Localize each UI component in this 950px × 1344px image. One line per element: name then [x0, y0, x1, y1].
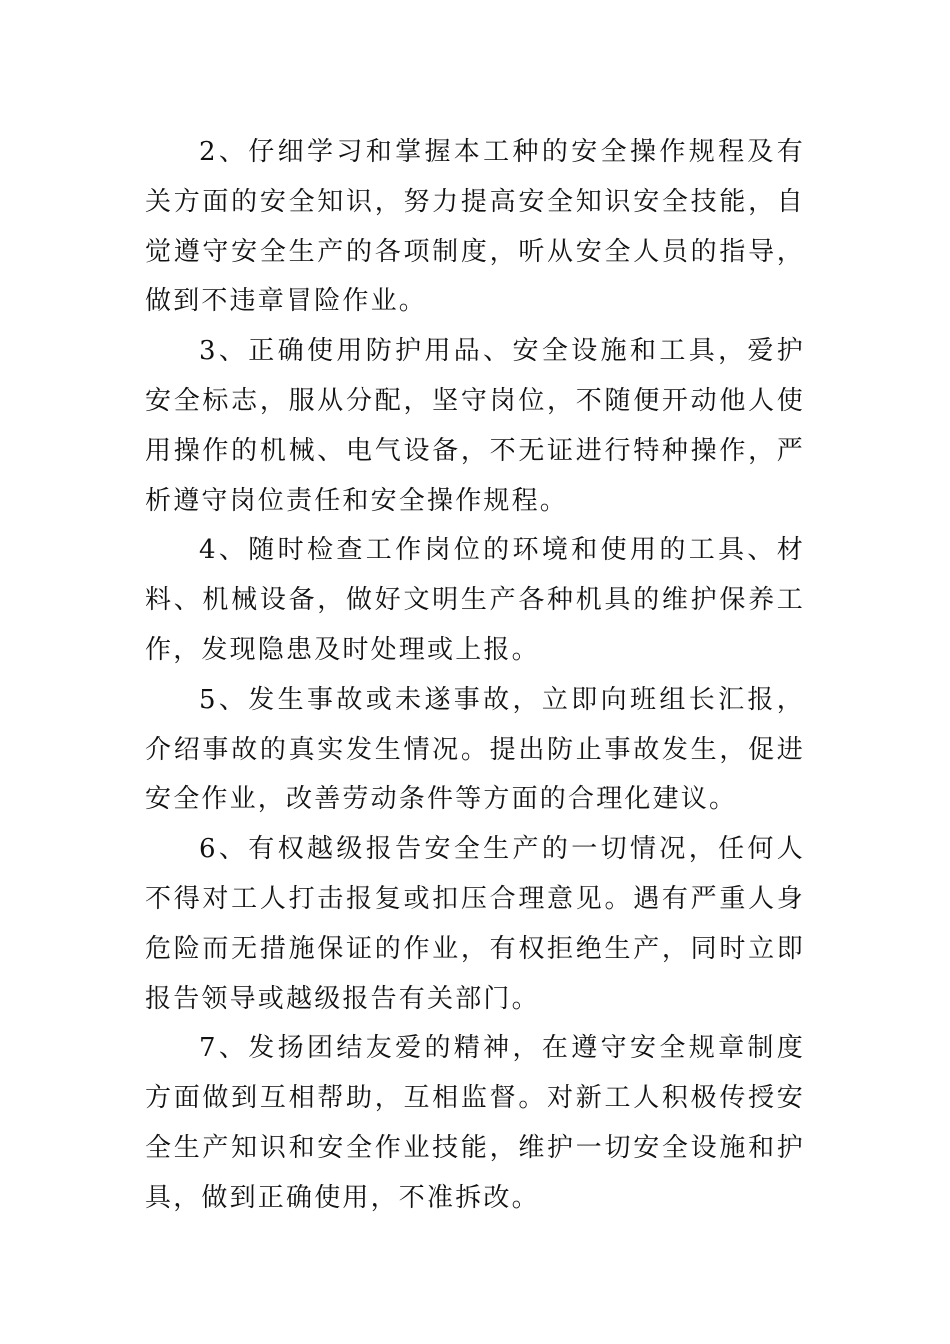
- paragraph-item-2: 2、仔细学习和掌握本工种的安全操作规程及有关方面的安全知识，努力提高安全知识安全技能，自觉遵守安全生产的各项制度，听从安全人员的指导，做到不违章冒险作业。: [145, 137, 805, 317]
- paragraph-item-4: 4、随时检查工作岗位的环境和使用的工具、材料、机械设备，做好文明生产各种机具的维护保养工作，发现隐患及时处理或上报。: [145, 535, 805, 665]
- document-body: [145, 128, 805, 1224]
- paragraph-item-5: 5、发生事故或未遂事故，立即向班组长汇报，介绍事故的真实发生情况。提出防止事故发生，促进安全作业，改善劳动条件等方面的合理化建议。: [145, 684, 805, 815]
- paragraph-item-7: 7、发扬团结友爱的精神，在遵守安全规章制度方面做到互相帮助，互相监督。对新工人积极传授安全生产知识和安全作业技能，维护一切安全设施和护具，做到正确使用，不准拆改。: [145, 1033, 805, 1213]
- paragraph-item-6: 6、有权越级报告安全生产的一切情况，任何人不得对工人打击报复或扣压合理意见。遇有严重人身危险而无措施保证的作业，有权拒绝生产，同时立即报告领导或越级报告有关部门。: [145, 834, 805, 1014]
- paragraph-item-3: 3、正确使用防护用品、安全设施和工具，爱护安全标志，服从分配，坚守岗位，不随便开动他人使用操作的机械、电气设备，不无证进行特种操作，严析遵守岗位责任和安全操作规程。: [145, 336, 805, 516]
